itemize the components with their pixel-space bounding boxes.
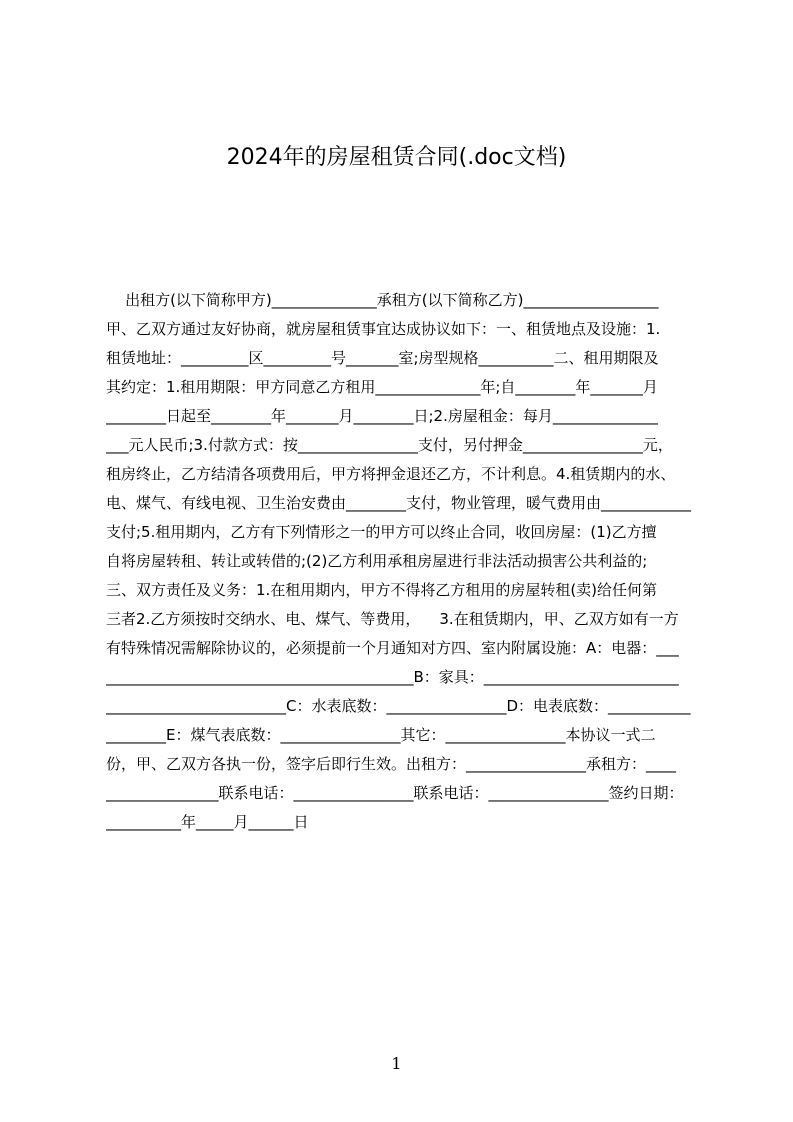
contract-line: 三、双方责任及义务：1.在租用期内，甲方不得将乙方租用的房屋转租(卖)给任何第 [106, 581, 658, 599]
contract-line: 三者2.乙方须按时交纳水、电、煤气、等费用， 3.在租赁期内，甲、乙双方如有一方 [106, 610, 679, 628]
contract-line: ________________________C：水表底数：________________D：电表底数：___________ [106, 697, 691, 715]
contract-line: ________日起至________年_______月________日;2.房屋租金：每月______________ [106, 407, 658, 425]
contract-line: ________E：煤气表底数：________________其它：________________本协议一式二 [106, 726, 656, 744]
contract-line: 其约定：1.租用期限：甲方同意乙方租用______________年;自________年_______月 [106, 378, 658, 396]
contract-line: 有特殊情况需解除协议的，必须提前一个月通知对方四、室内附属设施：A：电器：___ [106, 639, 679, 657]
contract-line: 租赁地址：_________区_________号_______室;房型规格__________二、租用期限及 [106, 349, 659, 367]
document-title: 2024年的房屋租赁合同(.doc文档) [226, 145, 567, 170]
contract-line: 甲、乙双方通过友好协商，就房屋租赁事宜达成协议如下：一、租赁地点及设施：1. [106, 320, 661, 338]
contract-line: 支付;5.租用期内，乙方有下列情形之一的甲方可以终止合同，收回房屋：(1)乙方擅 [106, 523, 657, 541]
contract-line: 电、煤气、有线电视、卫生治安费由________支付，物业管理，暖气费用由____________ [106, 494, 692, 512]
contract-line: 出租方(以下简称甲方)______________承租方(以下简称乙方)__________________ [106, 291, 659, 309]
contract-line: 份，甲、乙双方各执一份，签字后即行生效。出租方：________________承租方：____ [106, 755, 677, 773]
contract-line: ___元人民币;3.付款方式：按________________支付，另付押金________________元， [106, 436, 673, 454]
contract-line: 自将房屋转租、转让或转借的;(2)乙方利用承租房屋进行非法活动损害公共利益的; [106, 552, 648, 570]
contract-line: _______________联系电话：________________联系电话：________________签约日期： [106, 784, 684, 802]
contract-line: 租房终止，乙方结清各项费用后，甲方将押金退还乙方，不计利息。4.租赁期内的水、 [106, 465, 676, 483]
contract-line: _________________________________________B：家具：__________________________ [106, 668, 679, 686]
contract-line: __________年_____月______日 [106, 813, 309, 831]
contract-body [106, 286, 698, 837]
page-number: 1 [391, 1054, 402, 1073]
